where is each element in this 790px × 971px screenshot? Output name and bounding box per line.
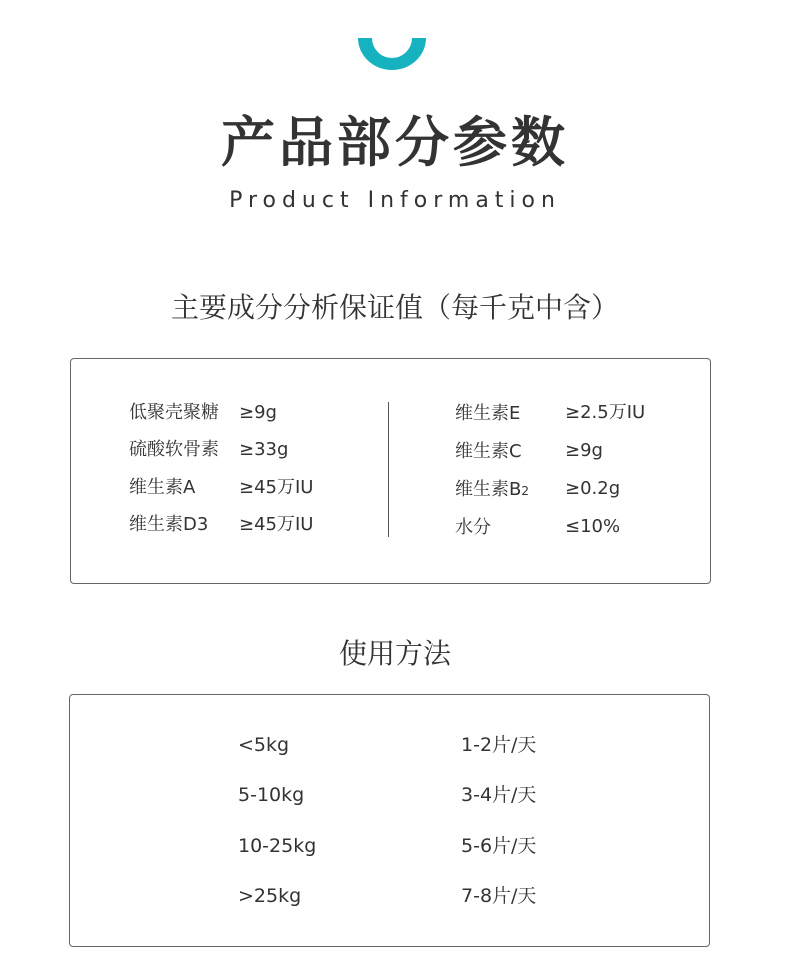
- ingredient-name: 维生素E: [455, 403, 521, 424]
- ingredient-name: 硫酸软骨素: [129, 439, 219, 460]
- ingredient-name: 维生素A: [129, 477, 196, 498]
- ingredient-value: ≥2.5万IU: [565, 402, 646, 423]
- usage-dose: 7-8片/天: [461, 885, 537, 907]
- usage-dose: 5-6片/天: [461, 835, 537, 857]
- accent-arc-icon: [358, 8, 426, 70]
- ingredient-name: [455, 477, 529, 504]
- ingredient-name-subscript: 2: [521, 484, 529, 498]
- ingredient-value: ≥45万IU: [239, 514, 314, 535]
- ingredient-name-text: 维生素B: [455, 479, 522, 500]
- ingredients-title: 主要成分分析保证值（每千克中含）: [170, 291, 619, 324]
- column-divider: [388, 402, 389, 537]
- ingredient-value: ≥0.2g: [565, 478, 621, 499]
- ingredient-name: 维生素D3: [129, 514, 209, 535]
- arc-shape: [358, 38, 426, 70]
- usage-title: 使用方法: [338, 637, 451, 670]
- ingredient-name: 低聚壳聚糖: [129, 402, 219, 423]
- ingredients-box: [70, 358, 711, 584]
- ingredient-value: ≥9g: [239, 402, 277, 423]
- usage-weight: 5-10kg: [238, 784, 305, 806]
- page-subtitle: Product Information: [229, 188, 561, 213]
- ingredient-name: 维生素C: [455, 441, 522, 462]
- ingredient-value: ≥45万IU: [239, 477, 314, 498]
- usage-weight: >25kg: [238, 885, 302, 907]
- usage-dose: 1-2片/天: [461, 734, 537, 756]
- ingredient-value: ≥33g: [239, 439, 289, 460]
- usage-dose: 3-4片/天: [461, 784, 537, 806]
- usage-box: [69, 694, 710, 947]
- ingredient-value: ≤10%: [565, 516, 621, 537]
- usage-weight: <5kg: [238, 734, 290, 756]
- ingredient-name: 水分: [455, 517, 491, 538]
- usage-weight: 10-25kg: [238, 835, 317, 857]
- ingredient-value: ≥9g: [565, 440, 603, 461]
- page-title: 产品部分参数: [221, 111, 569, 174]
